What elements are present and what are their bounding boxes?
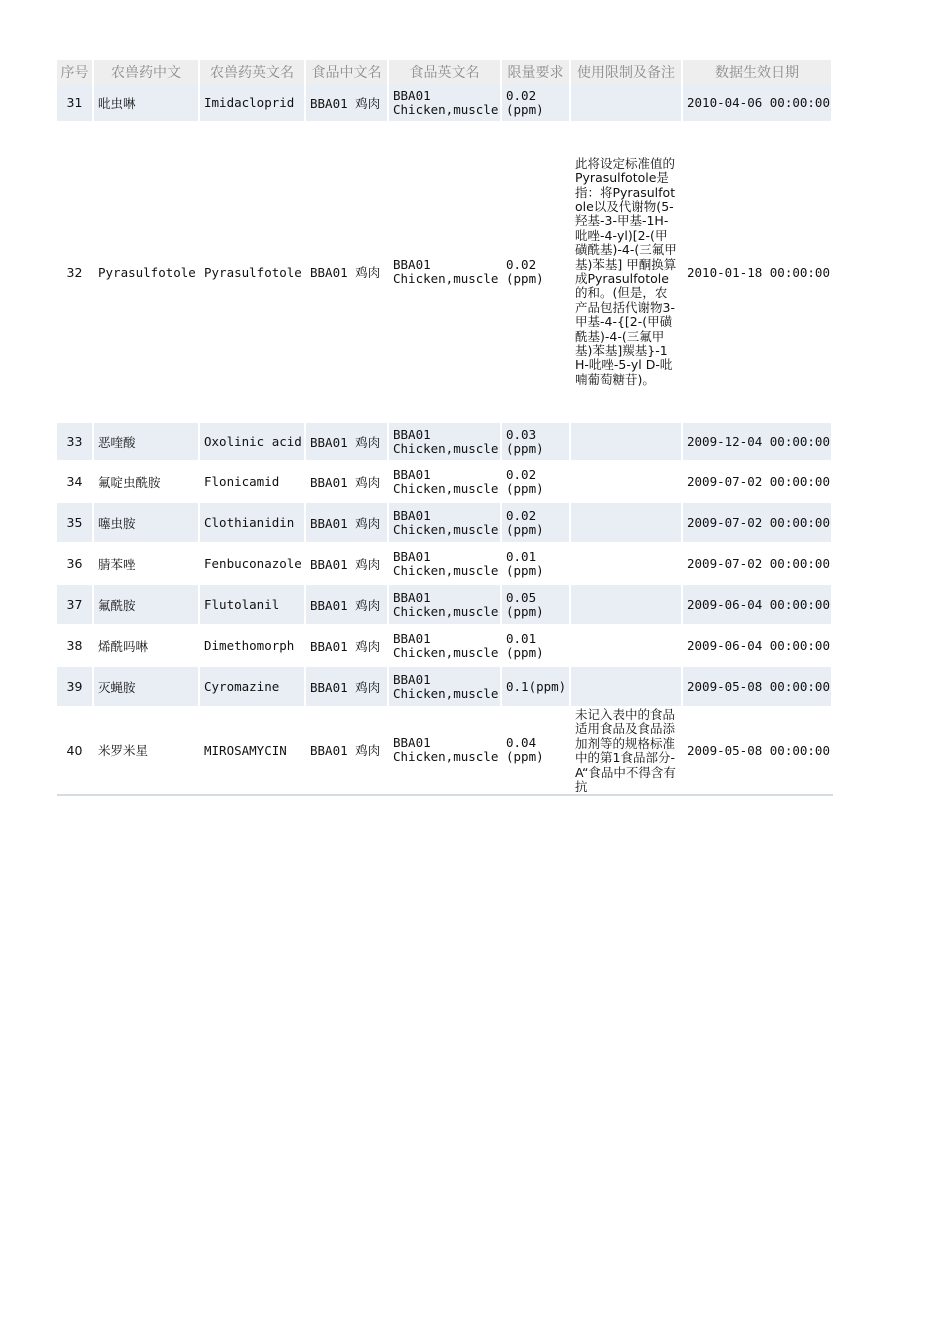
cell-date: 2010-01-18 00:00:00 bbox=[683, 123, 833, 423]
cell-notes bbox=[571, 626, 683, 667]
cell-food-cn: BBA01 鸡肉 bbox=[306, 544, 389, 585]
cell-pesticide-cn: Pyrasulfotole bbox=[94, 123, 200, 423]
cell-pesticide-en: Imidacloprid bbox=[200, 84, 306, 123]
cell-pesticide-cn: 吡虫啉 bbox=[94, 84, 200, 123]
cell-pesticide-cn: 灭蝇胺 bbox=[94, 667, 200, 708]
limit-value: 0.02 bbox=[506, 257, 537, 272]
table-row bbox=[57, 423, 833, 462]
cell-date: 2010-04-06 00:00:00 bbox=[683, 84, 833, 123]
cell-no: 34 bbox=[57, 462, 94, 503]
food-en-name: Chicken,muscle bbox=[393, 521, 499, 537]
food-code: BBA01 bbox=[393, 735, 431, 750]
food-en-name: Chicken,muscle bbox=[393, 440, 499, 456]
food-code: BBA01 bbox=[393, 466, 431, 482]
food-en-name: Chicken,muscle bbox=[393, 562, 499, 578]
cell-notes bbox=[571, 585, 683, 626]
cell-date: 2009-12-04 00:00:00 bbox=[683, 423, 833, 462]
limit-value: 0.01 bbox=[506, 548, 537, 564]
limit-unit: (ppm) bbox=[506, 440, 544, 456]
limit-value: 0.03 bbox=[506, 426, 537, 442]
cell-limit bbox=[502, 708, 571, 794]
cell-limit bbox=[502, 123, 571, 423]
cell-food-cn: BBA01 鸡肉 bbox=[306, 626, 389, 667]
limit-unit: (ppm) bbox=[506, 521, 544, 537]
cell-pesticide-cn: 烯酰吗啉 bbox=[94, 626, 200, 667]
cell-no: 31 bbox=[57, 84, 94, 123]
food-en-name: Chicken,muscle bbox=[393, 749, 499, 764]
cell-limit bbox=[502, 585, 571, 626]
limit-unit: (ppm) bbox=[506, 101, 544, 117]
limit-unit: (ppm) bbox=[506, 562, 544, 578]
limit-value: 0.1(ppm) bbox=[506, 678, 567, 694]
cell-no: 37 bbox=[57, 585, 94, 626]
cell-food-en bbox=[389, 585, 502, 626]
cell-food-en bbox=[389, 708, 502, 794]
cell-pesticide-cn: 氟酰胺 bbox=[94, 585, 200, 626]
cell-pesticide-en: MIROSAMYCIN bbox=[200, 708, 306, 794]
limit-value: 0.02 bbox=[506, 87, 537, 103]
cell-food-cn: BBA01 鸡肉 bbox=[306, 462, 389, 503]
cell-pesticide-en: Dimethomorph bbox=[200, 626, 306, 667]
cell-date: 2009-07-02 00:00:00 bbox=[683, 544, 833, 585]
cell-pesticide-en: Flonicamid bbox=[200, 462, 306, 503]
cell-pesticide-cn: 恶喹酸 bbox=[94, 423, 200, 462]
cell-food-cn: BBA01 鸡肉 bbox=[306, 84, 389, 123]
food-en-name: Chicken,muscle bbox=[393, 271, 499, 286]
table-row bbox=[57, 123, 833, 423]
cell-food-en bbox=[389, 626, 502, 667]
header-effective-date: 数据生效日期 bbox=[683, 60, 833, 84]
header-notes: 使用限制及备注 bbox=[571, 60, 683, 84]
cell-notes bbox=[571, 423, 683, 462]
cell-pesticide-en: Fenbuconazole bbox=[200, 544, 306, 585]
cell-pesticide-en: Oxolinic acid bbox=[200, 423, 306, 462]
header-no: 序号 bbox=[57, 60, 94, 84]
cell-pesticide-en: Cyromazine bbox=[200, 667, 306, 708]
notes-text: 未记入表中的食品适用食品及食品添加剂等的规格标准中的第1食品部分-A“食品中不得含有抗 bbox=[575, 707, 676, 795]
cell-no: 39 bbox=[57, 667, 94, 708]
cell-food-cn: BBA01 鸡肉 bbox=[306, 423, 389, 462]
table-row bbox=[57, 503, 833, 544]
cell-date: 2009-05-08 00:00:00 bbox=[683, 708, 833, 794]
cell-date: 2009-06-04 00:00:00 bbox=[683, 626, 833, 667]
cell-notes bbox=[571, 462, 683, 503]
cell-limit bbox=[502, 544, 571, 585]
limit-unit: (ppm) bbox=[506, 480, 544, 496]
cell-no: 38 bbox=[57, 626, 94, 667]
cell-notes bbox=[571, 667, 683, 708]
cell-pesticide-en: Clothianidin bbox=[200, 503, 306, 544]
cell-food-en bbox=[389, 462, 502, 503]
limit-value: 0.02 bbox=[506, 466, 537, 482]
cell-food-en bbox=[389, 123, 502, 423]
cell-date: 2009-07-02 00:00:00 bbox=[683, 503, 833, 544]
food-code: BBA01 bbox=[393, 257, 431, 272]
cell-food-en bbox=[389, 503, 502, 544]
cell-food-en bbox=[389, 667, 502, 708]
cell-no: 35 bbox=[57, 503, 94, 544]
table-row bbox=[57, 708, 833, 794]
cell-pesticide-en: Flutolanil bbox=[200, 585, 306, 626]
header-limit: 限量要求 bbox=[502, 60, 571, 84]
food-en-name: Chicken,muscle bbox=[393, 644, 499, 660]
table-row bbox=[57, 585, 833, 626]
cell-limit bbox=[502, 84, 571, 123]
food-en-name: Chicken,muscle bbox=[393, 685, 499, 701]
cell-notes bbox=[571, 123, 683, 423]
cell-pesticide-cn: 腈苯唑 bbox=[94, 544, 200, 585]
cell-notes bbox=[571, 84, 683, 123]
cell-no: 32 bbox=[57, 123, 94, 423]
table-row bbox=[57, 544, 833, 585]
food-code: BBA01 bbox=[393, 589, 431, 605]
table-row bbox=[57, 462, 833, 503]
limit-unit: (ppm) bbox=[506, 749, 544, 764]
cell-limit bbox=[502, 626, 571, 667]
limit-unit: (ppm) bbox=[506, 271, 544, 286]
header-pesticide-en: 农兽药英文名 bbox=[200, 60, 306, 84]
cell-food-en bbox=[389, 423, 502, 462]
cell-date: 2009-05-08 00:00:00 bbox=[683, 667, 833, 708]
header-food-en: 食品英文名 bbox=[389, 60, 502, 84]
cell-limit bbox=[502, 423, 571, 462]
header-food-cn: 食品中文名 bbox=[306, 60, 389, 84]
limit-value: 0.01 bbox=[506, 630, 537, 646]
cell-food-en bbox=[389, 84, 502, 123]
food-code: BBA01 bbox=[393, 507, 431, 523]
food-code: BBA01 bbox=[393, 87, 431, 103]
cell-food-cn: BBA01 鸡肉 bbox=[306, 503, 389, 544]
limit-value: 0.02 bbox=[506, 507, 537, 523]
cell-pesticide-en: Pyrasulfotole bbox=[200, 123, 306, 423]
food-en-name: Chicken,muscle bbox=[393, 603, 499, 619]
table-row bbox=[57, 84, 833, 123]
cell-pesticide-cn: 米罗米星 bbox=[94, 708, 200, 794]
cell-date: 2009-06-04 00:00:00 bbox=[683, 585, 833, 626]
cell-food-cn: BBA01 鸡肉 bbox=[306, 123, 389, 423]
limit-unit: (ppm) bbox=[506, 644, 544, 660]
cell-pesticide-cn: 噻虫胺 bbox=[94, 503, 200, 544]
cell-food-cn: BBA01 鸡肉 bbox=[306, 708, 389, 794]
cell-notes bbox=[571, 503, 683, 544]
header-row bbox=[57, 60, 833, 84]
food-code: BBA01 bbox=[393, 630, 431, 646]
table-row bbox=[57, 667, 833, 708]
cell-limit bbox=[502, 503, 571, 544]
cell-limit bbox=[502, 462, 571, 503]
food-code: BBA01 bbox=[393, 548, 431, 564]
mrl-table bbox=[57, 60, 833, 796]
cell-limit bbox=[502, 667, 571, 708]
cell-date: 2009-07-02 00:00:00 bbox=[683, 462, 833, 503]
cell-notes bbox=[571, 544, 683, 585]
notes-text: 此将设定标准值的Pyrasulfotole是指：将Pyrasulfotole以及代谢物(5-羟基-3-甲基-1H-吡唑-4-yl)[2-(甲磺酰基)-4-(三氟甲基)苯基] 甲酮换算成Pyrasulfotole的和。(但是，农产品包括代谢物3-甲基-4-{[2-(甲磺酰基)-4-(三氟甲基)苯基]羰基}-1H-吡唑-5-yl D-吡喃葡萄糖苷)。 bbox=[575, 155, 677, 387]
header-pesticide-cn: 农兽药中文 bbox=[94, 60, 200, 84]
table-row bbox=[57, 626, 833, 667]
food-code: BBA01 bbox=[393, 671, 431, 687]
limit-value: 0.04 bbox=[506, 735, 537, 750]
cell-no: 36 bbox=[57, 544, 94, 585]
food-en-name: Chicken,muscle bbox=[393, 101, 499, 117]
cell-food-cn: BBA01 鸡肉 bbox=[306, 667, 389, 708]
cell-no: 40 bbox=[57, 708, 94, 794]
limit-unit: (ppm) bbox=[506, 603, 544, 619]
limit-value: 0.05 bbox=[506, 589, 537, 605]
cell-food-cn: BBA01 鸡肉 bbox=[306, 585, 389, 626]
cell-no: 33 bbox=[57, 423, 94, 462]
cell-notes bbox=[571, 708, 683, 794]
food-en-name: Chicken,muscle bbox=[393, 480, 499, 496]
food-code: BBA01 bbox=[393, 426, 431, 442]
cell-pesticide-cn: 氟啶虫酰胺 bbox=[94, 462, 200, 503]
cell-food-en bbox=[389, 544, 502, 585]
